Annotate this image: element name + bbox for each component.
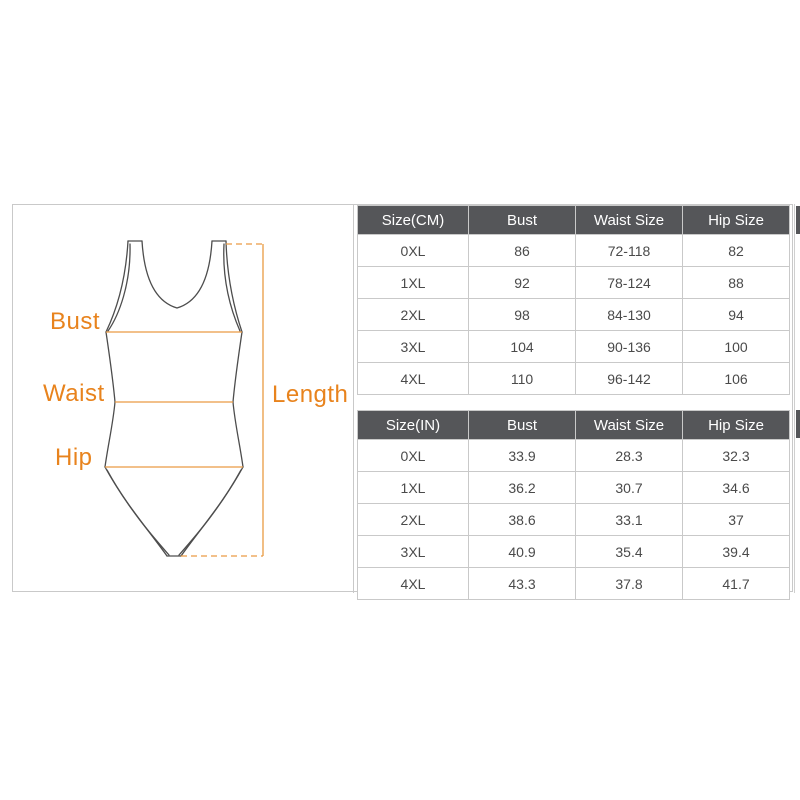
table-cell: 110	[469, 363, 576, 395]
table-cell: 36.2	[469, 472, 576, 504]
header-waist-size: Waist Size	[576, 206, 683, 235]
table-cell: 78-124	[576, 267, 683, 299]
table-cell: 37	[683, 504, 790, 536]
table-cell: 37.8	[576, 568, 683, 600]
table-row	[358, 299, 790, 331]
table-cell: 0XL	[358, 235, 469, 267]
table-cell: 104	[469, 331, 576, 363]
table-cell: 2XL	[358, 504, 469, 536]
table-cell: 2XL	[358, 299, 469, 331]
table-cell: 3XL	[358, 331, 469, 363]
header-size-cm: Size(CM)	[358, 206, 469, 235]
hip-label: Hip	[55, 444, 93, 471]
cropped-header-sliver-in	[796, 410, 800, 438]
table-cell: 96-142	[576, 363, 683, 395]
size-table-in	[357, 410, 790, 600]
table-row	[358, 363, 790, 395]
table-cell: 35.4	[576, 536, 683, 568]
table-cell: 41.7	[683, 568, 790, 600]
table-row	[358, 472, 790, 504]
table-row	[358, 504, 790, 536]
table-cell: 106	[683, 363, 790, 395]
table-cell: 33.1	[576, 504, 683, 536]
header-bust: Bust	[469, 206, 576, 235]
table-cell: 33.9	[469, 440, 576, 472]
cropped-table-border-sliver	[794, 204, 795, 593]
table-row	[358, 235, 790, 267]
table-cell: 38.6	[469, 504, 576, 536]
table-cell: 1XL	[358, 472, 469, 504]
length-label: Length	[272, 381, 349, 408]
table-cell: 34.6	[683, 472, 790, 504]
table-cell: 92	[469, 267, 576, 299]
table-header-row	[358, 206, 790, 235]
header-size-in: Size(IN)	[358, 411, 469, 440]
header-bust: Bust	[469, 411, 576, 440]
table-cell: 98	[469, 299, 576, 331]
table-cell: 90-136	[576, 331, 683, 363]
header-hip-size: Hip Size	[683, 411, 790, 440]
header-waist-size: Waist Size	[576, 411, 683, 440]
table-cell: 1XL	[358, 267, 469, 299]
table-row	[358, 536, 790, 568]
table-cell: 30.7	[576, 472, 683, 504]
size-table-cm	[357, 205, 790, 395]
table-cell: 32.3	[683, 440, 790, 472]
cropped-header-sliver-cm	[796, 206, 800, 234]
table-row	[358, 331, 790, 363]
table-cell: 100	[683, 331, 790, 363]
table-cell: 4XL	[358, 568, 469, 600]
header-hip-size: Hip Size	[683, 206, 790, 235]
table-cell: 86	[469, 235, 576, 267]
table-row	[358, 440, 790, 472]
table-cell: 4XL	[358, 363, 469, 395]
table-row	[358, 267, 790, 299]
table-cell: 43.3	[469, 568, 576, 600]
table-cell: 88	[683, 267, 790, 299]
table-cell: 94	[683, 299, 790, 331]
bust-label: Bust	[50, 308, 101, 335]
table-cell: 3XL	[358, 536, 469, 568]
table-cell: 40.9	[469, 536, 576, 568]
table-header-row	[358, 411, 790, 440]
table-cell: 72-118	[576, 235, 683, 267]
table-cell: 39.4	[683, 536, 790, 568]
waist-label: Waist	[43, 380, 105, 407]
table-row	[358, 568, 790, 600]
table-cell: 84-130	[576, 299, 683, 331]
table-cell: 28.3	[576, 440, 683, 472]
table-cell: 82	[683, 235, 790, 267]
table-cell: 0XL	[358, 440, 469, 472]
